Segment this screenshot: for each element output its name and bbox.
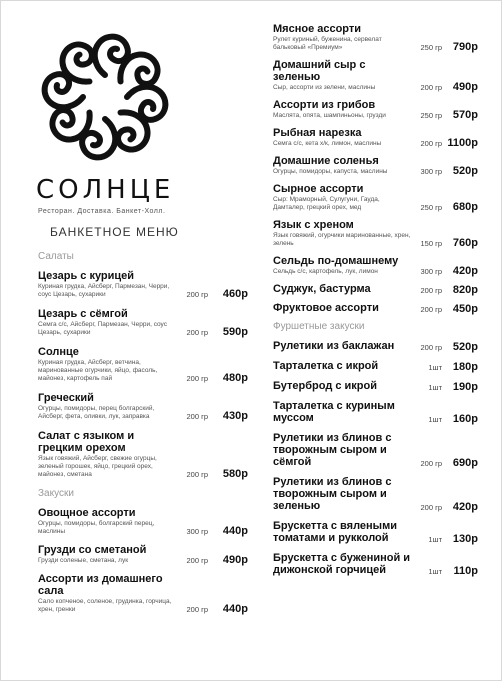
item-weight: 200 гр [186,412,208,421]
item-name: Мясное ассорти [273,23,362,35]
item-description: Огурцы, помидоры, капуста, маслины [273,168,388,175]
item-description: Огурцы, помидоры, болгарский перец, маслины [38,520,155,535]
item-description: Маслята, опята, шампиньоны, грузди [273,112,386,119]
item-weight: 250 гр [420,203,442,212]
item-name: Грузди со сметаной [38,544,147,556]
menu-item [273,219,478,248]
menu-item [273,283,478,295]
item-price: 690р [452,457,478,469]
menu-item [273,432,478,468]
item-description: Язык говяжий, огурчики маринованные, хрен, зелень [273,232,411,247]
item-price: 450р [452,303,478,315]
menu-item [38,308,248,337]
menu-item [273,183,478,212]
item-name: Ассорти из грибов [273,99,376,111]
item-price: 570р [452,109,478,121]
item-name: Солнце [38,346,79,358]
item-weight: 1шт [428,383,442,392]
item-weight: 150 гр [420,239,442,248]
item-price: 520р [452,341,478,353]
item-description: Сало копченое, соленое, грудинка, горчица, хрен, гренки [38,598,172,613]
item-name: Брускетта с бужениной и дижонской горчицей [273,552,411,576]
item-description: Сыр, ассорти из зелени, маслины [273,84,376,91]
item-name: Фруктовое ассорти [273,302,379,314]
menu-item [273,380,478,392]
item-description: Огурцы, помидоры, перец болгарский, Айсберг, фета, оливки, лук, заправка [38,405,155,420]
item-name: Язык с хреном [273,219,354,231]
menu-item [38,544,248,565]
item-price: 820р [452,284,478,296]
item-weight: 200 гр [420,83,442,92]
menu-item [38,430,248,479]
item-price: 490р [222,554,248,566]
item-price: 490р [452,81,478,93]
item-name: Брускетта с вялеными томатами и рукколой [273,520,397,544]
item-price: 480р [222,372,248,384]
item-price: 420р [452,501,478,513]
item-price: 520р [452,165,478,177]
item-weight: 300 гр [420,167,442,176]
item-price: 420р [452,265,478,277]
item-name: Овощное ассорти [38,507,136,519]
item-weight: 200 гр [186,328,208,337]
menu-item [38,346,248,383]
item-name: Домашние соленья [273,155,379,167]
item-weight: 200 гр [420,286,442,295]
item-description: Семга с/с, кета х/к, лимон, маслины [273,140,382,147]
item-price: 130р [452,533,478,545]
item-name: Суджук, бастурма [273,283,371,295]
item-name: Сырное ассорти [273,183,364,195]
item-price: 1100р [447,137,478,149]
item-price: 590р [222,326,248,338]
item-weight: 250 гр [420,43,442,52]
item-weight: 200 гр [420,459,442,468]
menu-item [273,255,478,276]
item-name: Греческий [38,392,94,404]
item-description: Рулет куриный, буженина, сервелат бальковый «Премиум» [273,36,382,51]
item-name: Рыбная нарезка [273,127,362,139]
item-price: 460р [222,288,248,300]
item-weight: 300 гр [420,267,442,276]
item-price: 440р [222,603,248,615]
item-name: Рулетики из блинов с творожным сыром и зеленью [273,476,392,512]
item-description: Куриная грудка, Айсберг, ветчина, маринованные огурчики, яйцо, фасоль, майонез, картофель пай [38,359,158,382]
item-price: 190р [452,381,478,393]
item-price: 430р [222,410,248,422]
menu-item [38,392,248,421]
item-weight: 1шт [428,363,442,372]
left-column [38,251,248,622]
menu-item [273,23,478,52]
menu-item [38,270,248,299]
item-weight: 200 гр [186,374,208,383]
item-price: 440р [222,525,248,537]
menu-item [273,302,478,314]
item-name: Сельдь по-домашнему [273,255,399,267]
item-description: Семга с/с, Айсберг, Пармезан, Черри, соус Цезарь, сухарики [38,321,167,336]
sun-logo-icon [35,27,175,167]
item-weight: 200 гр [186,290,208,299]
brand-block [36,175,251,239]
item-weight: 1шт [428,415,442,424]
item-name: Бутерброд с икрой [273,380,378,392]
item-name: Цезарь с курицей [38,270,135,282]
item-description: Сыр: Мраморный, Сулугуни, Гауда, Дамталер, грецкий орех, мед [273,196,380,211]
item-description: Грузди соленые, сметана, лук [38,557,129,564]
item-name: Рулетики из баклажан [273,340,395,352]
menu-item [38,507,248,536]
item-price: 680р [452,201,478,213]
item-weight: 200 гр [420,343,442,352]
item-weight: 200 гр [420,139,442,148]
item-price: 110р [453,565,478,577]
menu-item [273,59,478,92]
item-weight: 200 гр [186,470,208,479]
item-name: Ассорти из домашнего сала [38,573,163,597]
menu-item [273,127,478,148]
menu-item [273,155,478,176]
item-description: Сельдь с/с, картофель, лук, лимон [273,268,378,275]
item-name: Цезарь с сёмгой [38,308,128,320]
menu-title: БАНКЕТНОЕ МЕНЮ [50,225,179,239]
item-weight: 200 гр [186,556,208,565]
item-weight: 300 гр [186,527,208,536]
item-weight: 1шт [428,535,442,544]
item-description: Куриная грудка, Айсберг, Пармезан, Черри, соус Цезарь, сухарики [38,283,170,298]
item-price: 580р [222,468,248,480]
item-name: Салат с языком и грецким орехом [38,430,135,454]
menu-item [273,340,478,352]
item-price: 760р [452,237,478,249]
item-weight: 200 гр [186,605,208,614]
menu-item [273,476,478,512]
item-price: 180р [452,361,478,373]
item-weight: 250 гр [420,111,442,120]
right-column [273,23,478,584]
item-weight: 200 гр [420,305,442,314]
brand-subtitle: Ресторан. Доставка. Банкет-Холл. [38,208,166,215]
section-title: Фуршетные закуски [273,321,365,332]
item-description: Язык говяжий, Айсберг, свежие огурцы, зеленый горошек, яйцо, грецкий орех, майонез, сметана [38,455,157,478]
menu-item [273,520,478,544]
item-price: 790р [452,41,478,53]
menu-item [273,99,478,120]
brand-name: СОЛНЦЕ [36,175,175,205]
item-weight: 1шт [428,567,442,576]
menu-item [273,400,478,424]
item-name: Рулетики из блинов с творожным сыром и сёмгой [273,432,392,468]
item-name: Домашний сыр с зеленью [273,59,366,83]
menu-item [273,552,478,576]
section-title: Закуски [38,488,74,499]
item-name: Тарталетка с икрой [273,360,379,372]
section-title: Салаты [38,251,74,262]
item-price: 160р [452,413,478,425]
item-name: Тарталетка с куриным муссом [273,400,395,424]
menu-item [273,360,478,372]
item-weight: 200 гр [420,503,442,512]
menu-item [38,573,248,614]
